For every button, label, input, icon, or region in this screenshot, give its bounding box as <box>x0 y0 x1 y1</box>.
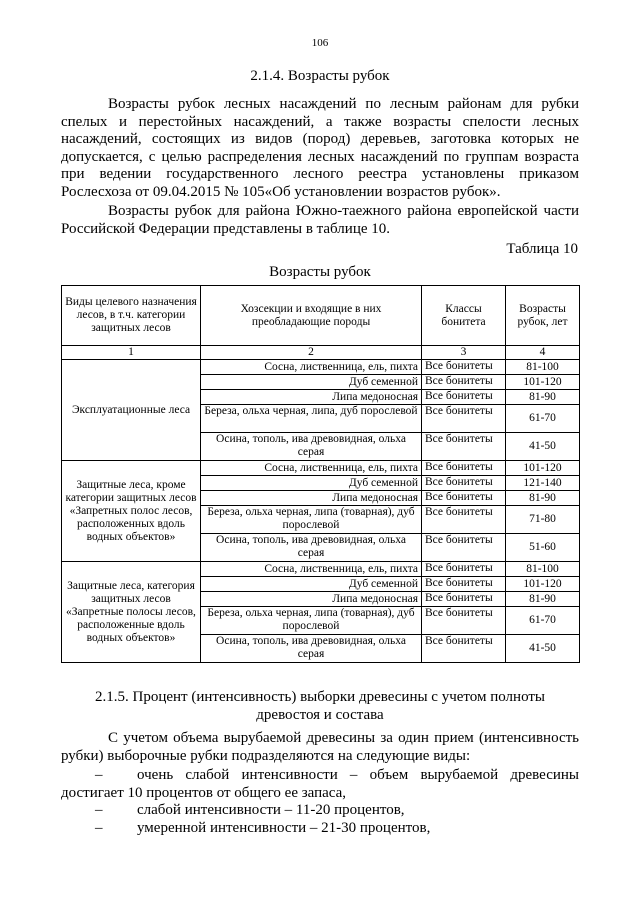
site-class-cell: Все бонитеты <box>422 592 506 607</box>
page-number: 106 <box>311 37 329 49</box>
list-item-text: очень слабой интенсивности – объем вырубаемой древесины <box>137 767 579 783</box>
species-cell: Дуб семенной <box>201 476 422 491</box>
header-forest-purpose: Виды целевого назначения лесов, в т.ч. категории защитных лесов <box>62 286 201 346</box>
table-header-row <box>62 286 580 346</box>
cutting-age-cell: 41-50 <box>506 635 580 663</box>
list-dash: – <box>95 767 103 783</box>
species-cell: Липа медоносная <box>201 491 422 506</box>
site-class-cell: Все бонитеты <box>422 562 506 577</box>
forest-category-cell: Защитные леса, кроме категории защитных лесов «Запретных полос лесов, расположенных вдоль водных объектов» <box>62 461 201 562</box>
species-cell: Липа медоносная <box>201 390 422 405</box>
column-number: 3 <box>422 346 506 360</box>
cutting-age-cell: 81-100 <box>506 562 580 577</box>
table-row <box>62 562 580 577</box>
heading-line: 2.1.5. Процент (интенсивность) выборки древесины с учетом полноты <box>94 689 546 705</box>
table-label: Таблица 10 <box>506 241 578 257</box>
list-item-text: умеренной интенсивности – 21-30 процентов, <box>137 820 431 836</box>
site-class-cell: Все бонитеты <box>422 360 506 375</box>
site-class-cell: Все бонитеты <box>422 534 506 562</box>
species-cell: Дуб семенной <box>201 375 422 390</box>
site-class-cell: Все бонитеты <box>422 491 506 506</box>
column-number: 4 <box>506 346 580 360</box>
list-item-continuation: достигает 10 процентов от общего ее запаса, <box>61 784 347 801</box>
site-class-cell: Все бонитеты <box>422 577 506 592</box>
paragraph-cutting-ages-intro <box>61 96 579 202</box>
cutting-age-cell: 81-90 <box>506 491 580 506</box>
list-dash: – <box>95 820 103 836</box>
site-class-cell: Все бонитеты <box>422 635 506 663</box>
site-class-cell: Все бонитеты <box>422 476 506 491</box>
header-cutting-age: Возрасты рубок, лет <box>506 286 580 346</box>
table-title: Возрасты рубок <box>269 264 371 280</box>
section-heading-2-1-5 <box>0 688 640 724</box>
heading-line: древостоя и состава <box>256 707 384 723</box>
site-class-cell: Все бонитеты <box>422 607 506 635</box>
species-cell: Осина, тополь, ива древовидная, ольха серая <box>201 635 422 663</box>
site-class-cell: Все бонитеты <box>422 405 506 433</box>
forest-category-cell: Эксплуатационные леса <box>62 360 201 461</box>
section-heading-2-1-4: 2.1.4. Возрасты рубок <box>250 68 390 84</box>
header-site-class: Классы бонитета <box>422 286 506 346</box>
cutting-age-cell: 41-50 <box>506 433 580 461</box>
cutting-age-cell: 71-80 <box>506 506 580 534</box>
cutting-age-cell: 61-70 <box>506 405 580 433</box>
table-row <box>62 461 580 476</box>
species-cell: Сосна, лиственница, ель, пихта <box>201 360 422 375</box>
paragraph-text: С учетом объема вырубаемой древесины за один прием (интенсивность рубки) выборочные рубки подразделяются на следующие виды: <box>61 730 579 764</box>
column-number: 2 <box>201 346 422 360</box>
cutting-age-cell: 101-120 <box>506 461 580 476</box>
cutting-age-cell: 101-120 <box>506 375 580 390</box>
cutting-age-cell: 81-100 <box>506 360 580 375</box>
cutting-age-cell: 101-120 <box>506 577 580 592</box>
cutting-age-cell: 51-60 <box>506 534 580 562</box>
cutting-ages-table <box>61 285 580 663</box>
cutting-age-cell: 81-90 <box>506 390 580 405</box>
cutting-age-cell: 81-90 <box>506 592 580 607</box>
site-class-cell: Все бонитеты <box>422 375 506 390</box>
forest-category-cell: Защитные леса, категория защитных лесов «Запретные полосы лесов, расположенные вдоль водных объектов» <box>62 562 201 663</box>
species-cell: Береза, ольха черная, липа (товарная), дуб порослевой <box>201 607 422 635</box>
species-cell: Липа медоносная <box>201 592 422 607</box>
species-cell: Осина, тополь, ива древовидная, ольха серая <box>201 534 422 562</box>
species-cell: Береза, ольха черная, липа (товарная), дуб порослевой <box>201 506 422 534</box>
table-row <box>62 360 580 375</box>
cutting-age-cell: 61-70 <box>506 607 580 635</box>
species-cell: Дуб семенной <box>201 577 422 592</box>
list-dash: – <box>95 802 103 818</box>
paragraph-text: Возрасты рубок для района Южно-таежного района европейской части Российской Федерации представлены в таблице 10. <box>61 203 579 237</box>
site-class-cell: Все бонитеты <box>422 461 506 476</box>
list-item <box>61 767 579 803</box>
list-item-text: слабой интенсивности – 11-20 процентов, <box>137 802 405 818</box>
species-cell: Сосна, лиственница, ель, пихта <box>201 562 422 577</box>
site-class-cell: Все бонитеты <box>422 433 506 461</box>
site-class-cell: Все бонитеты <box>422 390 506 405</box>
species-cell: Береза, ольха черная, липа, дуб порослевой <box>201 405 422 433</box>
site-class-cell: Все бонитеты <box>422 506 506 534</box>
paragraph-selective-cutting-intro <box>61 730 579 765</box>
header-species: Хозсекции и входящие в них преобладающие породы <box>201 286 422 346</box>
species-cell: Сосна, лиственница, ель, пихта <box>201 461 422 476</box>
species-cell: Осина, тополь, ива древовидная, ольха серая <box>201 433 422 461</box>
cutting-age-cell: 121-140 <box>506 476 580 491</box>
paragraph-text: Возрасты рубок лесных насаждений по лесным районам для рубки спелых и перестойных насаждений, а также возрасты спелости лесных насаждений, состоящих из видов (пород) деревьев, заготовка которых не допускается, с целью распределения лесных насаждений по группам возраста при ведении государственного лесного реестра установлены приказом Рослесхоза от 09.04.2015 № 105«Об установлении возрастов рубок». <box>61 96 579 200</box>
column-number: 1 <box>62 346 201 360</box>
table-column-numbers-row <box>62 346 580 360</box>
paragraph-table-reference <box>61 203 579 238</box>
